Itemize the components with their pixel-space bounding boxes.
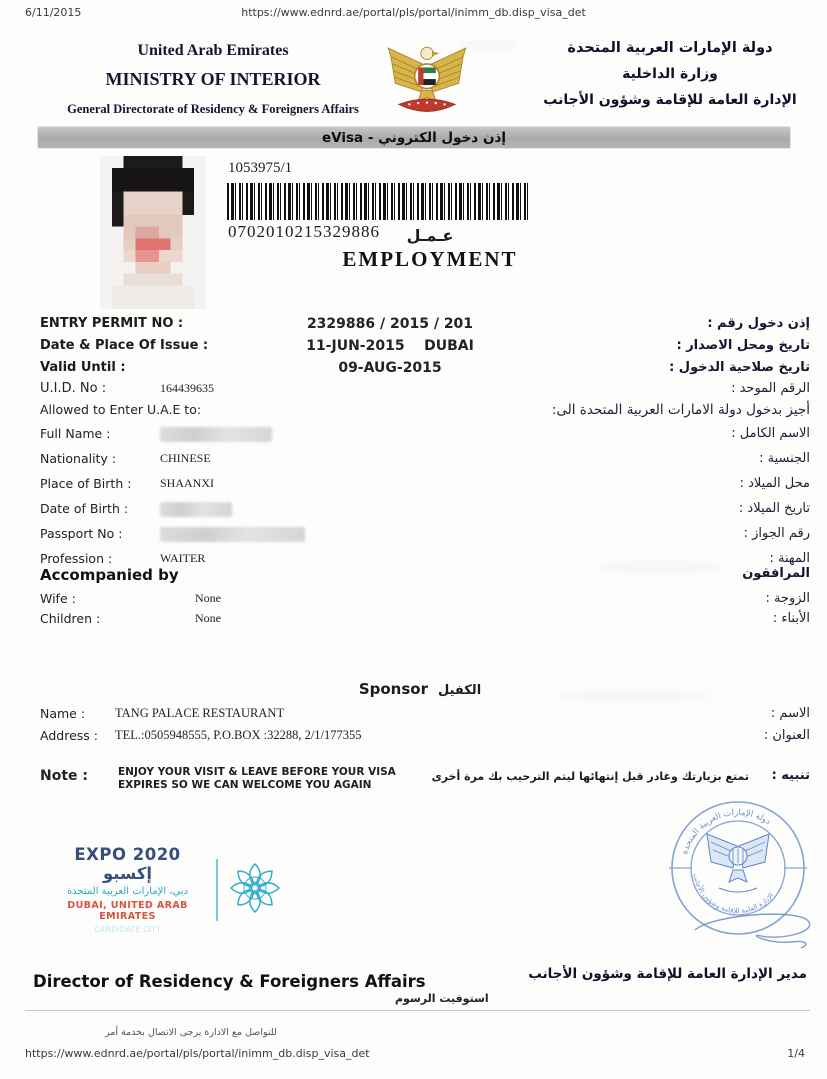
country-name-en: United Arab Emirates (137, 42, 289, 59)
full-name-redacted-value (160, 427, 272, 442)
field-row-sponsor-name (0, 706, 827, 726)
handwritten-signature-icon (683, 900, 823, 959)
expo-divider (216, 859, 218, 921)
field-row-allowed (0, 402, 827, 422)
date-of-birth-label-ar: تاريخ الميلاد : (738, 501, 810, 516)
expo-rosette-icon (227, 860, 283, 920)
svg-text:الإدارة العامة للإقامة وشؤون ا: الإدارة العامة للإقامة وشؤون الأجانب (691, 872, 776, 916)
field-row-place-of-birth (0, 476, 827, 496)
ministry-name-en: MINISTRY OF INTERIOR (105, 69, 321, 89)
nationality-label-ar: الجنسية : (759, 451, 810, 466)
uid-value: 164439635 (160, 381, 214, 395)
children-label-ar: الأبناء : (772, 611, 810, 626)
header-english (48, 42, 378, 117)
accompanied-title-ar: المرافقون (742, 566, 810, 581)
print-url-top: https://www.ednrd.ae/portal/pls/portal/inimm_db.disp_visa_det (241, 6, 586, 19)
profession-label-en: Profession : (40, 551, 113, 566)
footer-divider (25, 1010, 810, 1011)
place-of-birth-label-ar: محل الميلاد : (739, 476, 810, 491)
scan-artifact (600, 560, 720, 574)
entry-permit-label-ar: إذن دخول رقم : (707, 316, 810, 331)
evisa-title-banner (38, 127, 790, 148)
valid-until-value: 09-AUG-2015 (338, 360, 442, 376)
scan-artifact (560, 690, 710, 702)
sponsor-name-label-en: Name : (40, 706, 86, 721)
wife-label-ar: الزوجة : (765, 591, 810, 606)
passport-label-en: Passport No : (40, 526, 123, 541)
sponsor-name-label-ar: الاسم : (770, 706, 810, 721)
uid-label-en: U.I.D. No : (40, 381, 107, 396)
field-row-passport (0, 526, 827, 546)
field-row-issue (0, 338, 827, 358)
field-row-date-of-birth (0, 501, 827, 521)
entry-permit-label-en: ENTRY PERMIT NO : (40, 316, 184, 331)
barcode-number: 0702010215329886 (228, 222, 380, 241)
sponsor-title-ar: الكفيل (437, 683, 482, 698)
expo-line2-ar: دبي، الإمارات العربية المتحدة (66, 886, 189, 897)
field-row-uid (0, 381, 827, 401)
profession-value: WAITER (160, 551, 206, 565)
allowed-label-ar: أجيز بدخول دولة الامارات العربية المتحدة الى: (551, 402, 810, 418)
sponsor-section-title (300, 680, 540, 698)
field-row-children (0, 611, 827, 631)
wife-label-en: Wife : (40, 591, 76, 606)
field-row-entry-permit (0, 316, 827, 336)
nationality-value: CHINESE (160, 451, 211, 465)
passport-redacted-value (160, 527, 305, 542)
field-row-valid-until (0, 360, 827, 380)
uae-falcon-emblem-icon (383, 37, 471, 119)
director-title-ar: مدير الإدارة العامة للإقامة وشؤون الأجانب (528, 966, 807, 982)
ministry-name-ar: وزارة الداخلية (622, 66, 718, 82)
uid-label-ar: الرقم الموحد : (731, 381, 810, 396)
print-page-number: 1/4 (787, 1047, 805, 1060)
sponsor-address-label-en: Address : (40, 728, 98, 743)
visa-file-number: 1053975/1 (228, 160, 293, 176)
visa-type-english: EMPLOYMENT (342, 247, 518, 271)
sponsor-address-label-ar: العنوان : (763, 728, 810, 743)
fees-collected-note: استوفيت الرسوم (395, 992, 489, 1005)
directorate-name-en: General Directorate of Residency & Foreigners Affairs (67, 102, 359, 116)
expo-line3-en: DUBAI, UNITED ARAB EMIRATES (67, 900, 188, 922)
directorate-name-ar: الإدارة العامة للإقامة وشؤون الأجانب (543, 92, 797, 108)
applicant-photo (100, 156, 206, 309)
field-row-nationality (0, 451, 827, 471)
date-of-birth-redacted-value (160, 502, 232, 517)
valid-until-label-ar: تاريخ صلاحية الدخول : (669, 360, 810, 375)
visa-type-arabic: عـمـل (406, 226, 454, 245)
svg-text:دولة الإمارات العربية المتحدة: دولة الإمارات العربية المتحدة (679, 807, 773, 856)
sponsor-name-value: TANG PALACE RESTAURANT (115, 706, 285, 720)
issue-label-ar: تاريخ ومحل الاصدار : (676, 338, 810, 353)
field-row-full-name (0, 426, 827, 446)
children-value: None (195, 611, 221, 625)
nationality-label-en: Nationality : (40, 451, 117, 466)
director-title-en: Director of Residency & Foreigners Affairs (33, 972, 426, 991)
expo-line1: EXPO 2020 إكسبو (74, 845, 181, 883)
sponsor-title-en: Sponsor (358, 680, 428, 698)
wife-value: None (195, 591, 221, 605)
place-of-birth-label-en: Place of Birth : (40, 476, 132, 491)
contact-note: للتواصل مع الادارة يرجى الاتصال بخدمة أمر (105, 1027, 277, 1038)
print-date: 6/11/2015 (25, 6, 82, 19)
note-text-ar: تمتع بزيارتك وغادر قبل إنتهائها ليتم الترحيب بك مرة أخرى (431, 770, 749, 783)
full-name-label-en: Full Name : (40, 426, 111, 441)
field-row-sponsor-address (0, 728, 827, 748)
note-label-ar: تنبيه : (771, 768, 810, 783)
full-name-label-ar: الاسم الكامل : (731, 426, 810, 441)
note-text-en: ENJOY YOUR VISIT & LEAVE BEFORE YOUR VISA EXPIRES SO WE CAN WELCOME YOU AGAIN (118, 766, 396, 792)
profession-label-ar: المهنة : (769, 551, 810, 566)
evisa-title: إذن دخول الكتروني - eVisa (321, 129, 507, 146)
entry-permit-value: 2329886 / 2015 / 201 (306, 316, 474, 332)
barcode (227, 183, 530, 220)
issue-label-en: Date & Place Of Issue : (40, 338, 209, 353)
print-url-bottom: https://www.ednrd.ae/portal/pls/portal/inimm_db.disp_visa_det (25, 1047, 370, 1060)
valid-until-label-en: Valid Until : (40, 360, 126, 375)
note-label-en: Note : (40, 768, 88, 784)
field-row-wife (0, 591, 827, 611)
header-arabic (520, 40, 820, 108)
children-label-en: Children : (40, 611, 101, 626)
issue-value: 11-JUN-2015 DUBAI (306, 338, 474, 354)
expo-line4-faint: CANDIDATE CITY (94, 925, 161, 934)
country-name-ar: دولة الإمارات العربية المتحدة (567, 40, 773, 56)
sponsor-address-value: TEL.:0505948555, P.O.BOX :32288, 2/1/177355 (115, 728, 362, 742)
accompanied-title-en: Accompanied by (40, 566, 179, 584)
allowed-label-en: Allowed to Enter U.A.E to: (40, 402, 202, 417)
passport-label-ar: رقم الجواز : (743, 526, 810, 541)
place-of-birth-value: SHAANXI (160, 476, 214, 490)
scan-artifact (460, 40, 520, 50)
expo-text-block (48, 845, 207, 934)
expo-2020-logo (48, 845, 283, 934)
date-of-birth-label-en: Date of Birth : (40, 501, 129, 516)
